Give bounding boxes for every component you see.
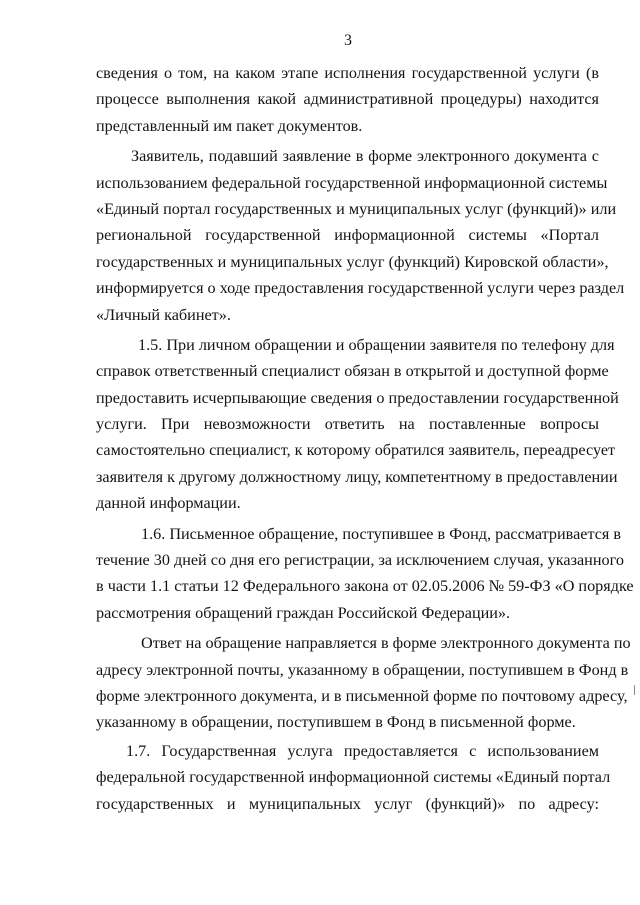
text-line: «Единый портал государственных и муниципальных услуг (функций)» или [96,199,617,218]
text-line: указанному в обращении, поступившем в Фонд в письменной форме. [96,713,576,732]
text-line: Заявитель, подавший заявление в форме электронного документа с [131,147,599,166]
text-line: в части 1.1 статьи 12 Федерального закона от 02.05.2006 № 59-ФЗ «О порядке [96,577,634,596]
page-number: 3 [344,32,352,49]
text-line: форме электронного документа, и в письменной форме по почтовому адресу, [96,686,628,705]
text-line: услуги. При невозможности ответить на поставленные вопросы [96,415,599,434]
text-line: Ответ на обращение направляется в форме электронного документа по [141,634,631,653]
text-line: государственных и муниципальных услуг (функций)» по адресу: [96,794,599,813]
text-line: заявителя к другому должностному лицу, компетентному в предоставлении [96,467,618,486]
text-line: течение 30 дней со дня его регистрации, за исключением случая, указанного [96,551,624,570]
paragraph-1-5 [96,332,619,517]
text-line: федеральной государственной информационной системы «Единый портал [96,768,611,787]
paragraph-status-info [96,60,599,139]
paragraph-1-6 [96,521,634,627]
scan-edge-mark [634,685,637,695]
text-line: самостоятельно специалист, к которому обратился заявитель, переадресует [96,441,616,460]
paragraph-applicant-portal [96,143,625,328]
text-line: информируется о ходе предоставления государственной услуги через раздел [96,279,625,298]
paragraph-answer [96,630,631,736]
text-line: процессе выполнения какой административной процедуры) находится [96,90,599,109]
text-line: использованием федеральной государственной информационной системы [96,173,608,192]
text-line: справок ответственный специалист обязан в открытой и доступной форме [96,362,609,381]
text-line: представленный им пакет документов. [96,116,363,135]
paragraph-1-7 [96,738,611,817]
text-line: сведения о том, на каком этапе исполнения государственной услуги (в [96,64,599,82]
text-line: государственных и муниципальных услуг (функций) Кировской области», [96,252,609,271]
text-line: 1.5. При личном обращении и обращении заявителя по телефону для [138,335,615,354]
text-line: 1.6. Письменное обращение, поступившее в Фонд, рассматривается в [141,524,622,543]
text-line: данной информации. [96,494,241,513]
text-line: предоставить исчерпывающие сведения о предоставлении государственной [96,388,619,407]
text-line: рассмотрения обращений граждан Российской Федерации». [96,603,511,622]
text-line: региональной государственной информационной системы «Портал [96,226,599,245]
text-line: 1.7. Государственная услуга предоставляется с использованием [126,741,599,760]
text-line: адресу электронной почты, указанному в обращении, поступившем в Фонд в [96,660,629,679]
text-line: «Личный кабинет». [96,305,231,324]
document-body [96,60,634,817]
